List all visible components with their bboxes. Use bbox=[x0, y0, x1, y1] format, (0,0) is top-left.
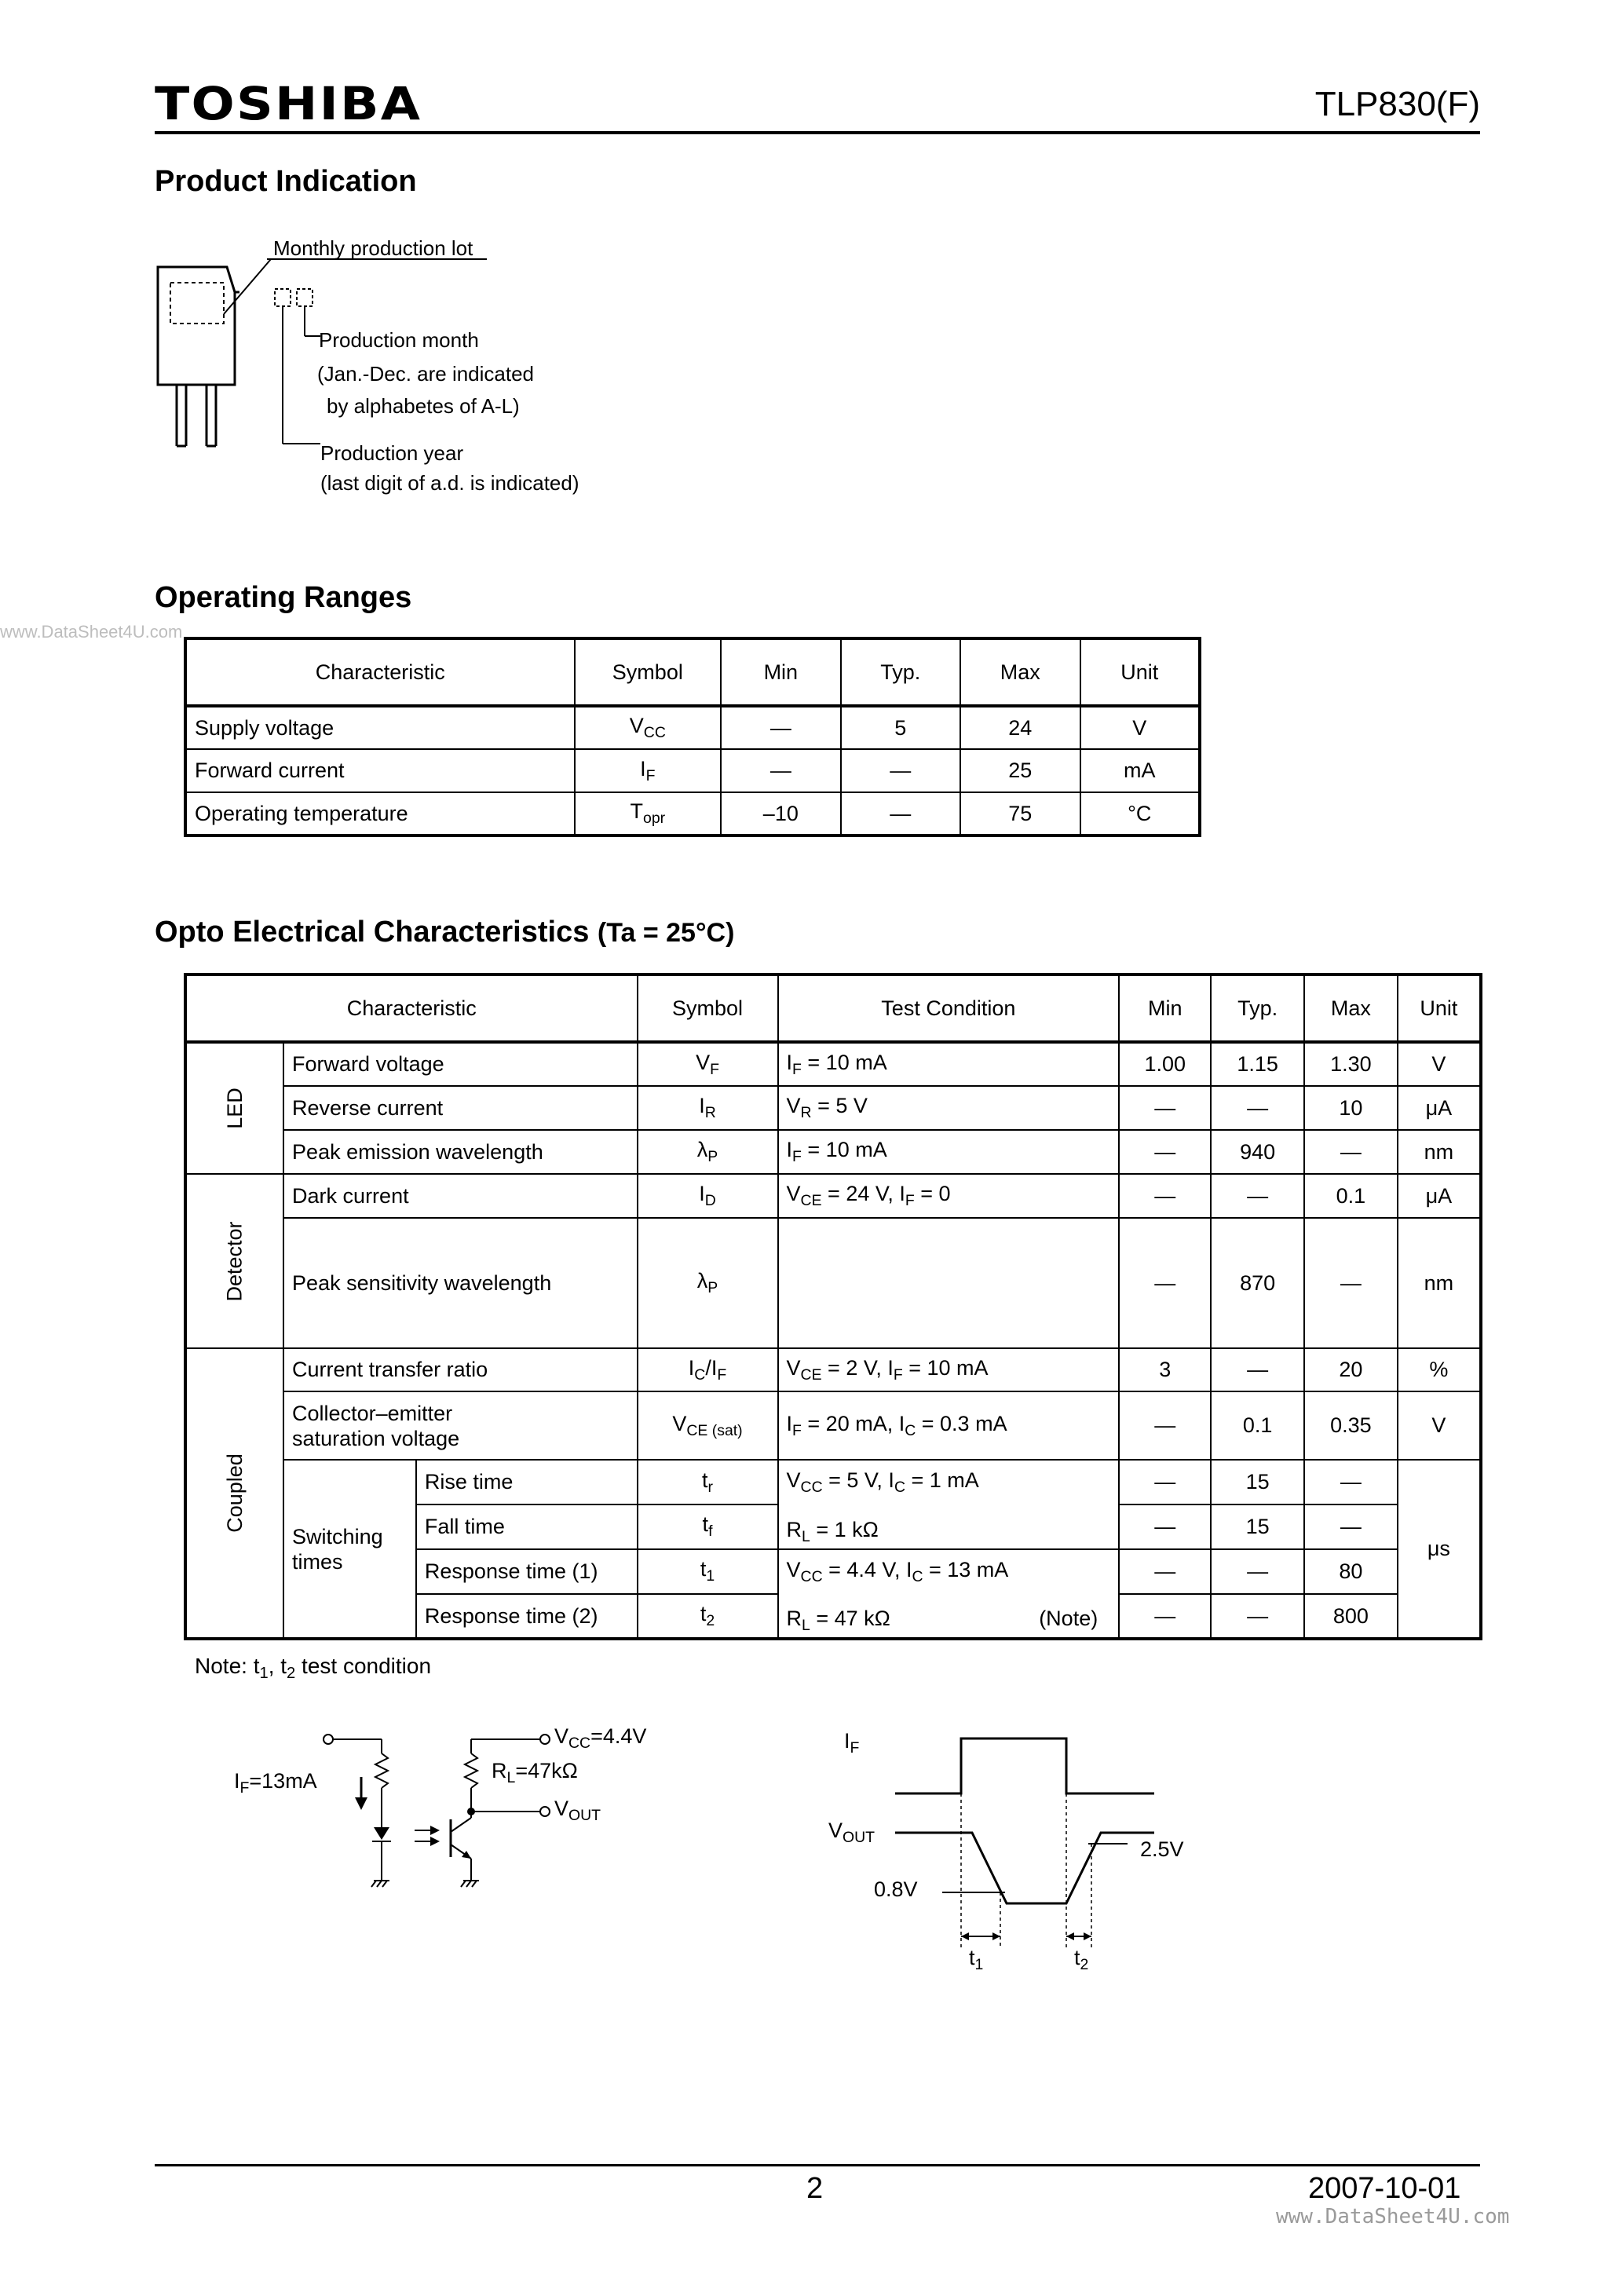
circuit-if-label: $I_F=13mA$ bbox=[234, 1769, 317, 1797]
table-row bbox=[185, 749, 1200, 792]
row-characteristic: Dark current bbox=[283, 1174, 637, 1218]
row-condition bbox=[778, 1218, 1120, 1348]
footer-date: 2007-10-01 bbox=[1308, 2172, 1461, 2205]
row-characteristic: Collector–emitter saturation voltage bbox=[283, 1391, 637, 1460]
row-min: — bbox=[721, 749, 840, 792]
row-condition: $I_F = 10$ mA bbox=[778, 1130, 1120, 1174]
row-max: 75 bbox=[960, 792, 1080, 835]
row-symbol: $\lambda_P$ bbox=[638, 1130, 778, 1174]
row-unit: μs bbox=[1398, 1460, 1481, 1639]
row-min: — bbox=[1119, 1391, 1211, 1460]
opto-title: Opto Electrical Characteristics (Ta = 25°C) bbox=[155, 916, 735, 949]
table-row bbox=[185, 706, 1200, 749]
waveform-t1-label: $t_1$ bbox=[969, 1946, 984, 1973]
row-max: — bbox=[1304, 1130, 1398, 1174]
row-min: 1.00 bbox=[1119, 1042, 1211, 1086]
row-characteristic: Rise time bbox=[416, 1460, 638, 1504]
row-min: — bbox=[721, 706, 840, 749]
row-characteristic: Reverse current bbox=[283, 1086, 637, 1130]
table-header-row bbox=[185, 638, 1200, 706]
row-characteristic: Supply voltage bbox=[185, 706, 575, 749]
row-min: — bbox=[1119, 1460, 1211, 1504]
col-unit: Unit bbox=[1398, 974, 1481, 1042]
row-unit: μA bbox=[1398, 1086, 1481, 1130]
production-year-label: Production year bbox=[320, 441, 464, 465]
row-symbol: $I_C/I_F$ bbox=[638, 1348, 778, 1391]
row-symbol: $V_{CE (sat)}$ bbox=[638, 1391, 778, 1460]
production-month-label: Production month bbox=[319, 328, 479, 352]
table-row bbox=[185, 1130, 1481, 1174]
circuit-rl-label: $R_L=47k\Omega$ bbox=[492, 1759, 578, 1786]
switching-times-label: Switching times bbox=[283, 1460, 416, 1639]
row-condition: $V_R = 5$ V bbox=[778, 1086, 1120, 1130]
brand-logo: TOSHIBA bbox=[155, 77, 422, 130]
operating-ranges-title: Operating Ranges bbox=[155, 581, 412, 614]
row-typ: — bbox=[1211, 1594, 1304, 1639]
row-max: 24 bbox=[960, 706, 1080, 749]
row-typ: — bbox=[1211, 1549, 1304, 1594]
row-unit: V bbox=[1080, 706, 1201, 749]
row-max: — bbox=[1304, 1460, 1398, 1504]
production-month-note1: (Jan.-Dec. are indicated bbox=[317, 362, 535, 386]
circuit-vout-label: $V_{OUT}$ bbox=[554, 1797, 601, 1824]
row-min: — bbox=[1119, 1549, 1211, 1594]
row-min: — bbox=[1119, 1130, 1211, 1174]
row-symbol: $I_R$ bbox=[638, 1086, 778, 1130]
row-characteristic: Forward current bbox=[185, 749, 575, 792]
group-led: LED bbox=[185, 1042, 283, 1174]
row-typ: — bbox=[1211, 1086, 1304, 1130]
col-min: Min bbox=[1119, 974, 1211, 1042]
table-row bbox=[185, 1391, 1481, 1460]
opto-characteristics-table bbox=[184, 973, 1482, 1640]
row-unit: μA bbox=[1398, 1174, 1481, 1218]
row-min: — bbox=[1119, 1594, 1211, 1639]
circuit-vcc-label: $V_{CC}=4.4V$ bbox=[554, 1724, 647, 1752]
row-max: — bbox=[1304, 1504, 1398, 1549]
timing-waveform-diagram bbox=[895, 1720, 1241, 1963]
col-typ: Typ. bbox=[1211, 974, 1304, 1042]
row-unit: V bbox=[1398, 1042, 1481, 1086]
row-symbol: $V_{CC}$ bbox=[575, 706, 722, 749]
row-min: — bbox=[1119, 1174, 1211, 1218]
table-row bbox=[185, 1174, 1481, 1218]
row-unit: °C bbox=[1080, 792, 1201, 835]
row-characteristic: Operating temperature bbox=[185, 792, 575, 835]
table-row bbox=[185, 1042, 1481, 1086]
waveform-vout-label: $V_{OUT}$ bbox=[828, 1819, 875, 1846]
row-characteristic: Peak emission wavelength bbox=[283, 1130, 637, 1174]
monthly-lot-label: Monthly production lot bbox=[273, 236, 473, 260]
row-characteristic: Forward voltage bbox=[283, 1042, 637, 1086]
row-unit: V bbox=[1398, 1391, 1481, 1460]
row-symbol: $T_{opr}$ bbox=[575, 792, 722, 835]
row-typ: 15 bbox=[1211, 1504, 1304, 1549]
row-typ: 870 bbox=[1211, 1218, 1304, 1348]
waveform-if-label: $I_F$ bbox=[844, 1729, 860, 1757]
row-max: 800 bbox=[1304, 1594, 1398, 1639]
col-characteristic: Characteristic bbox=[185, 638, 575, 706]
col-typ: Typ. bbox=[841, 638, 960, 706]
table-row bbox=[185, 1348, 1481, 1391]
row-max: 0.1 bbox=[1304, 1174, 1398, 1218]
col-unit: Unit bbox=[1080, 638, 1201, 706]
header-rule bbox=[155, 131, 1480, 134]
footer-rule bbox=[155, 2164, 1480, 2166]
row-symbol: $\lambda_P$ bbox=[638, 1218, 778, 1348]
group-detector: Detector bbox=[185, 1174, 283, 1348]
row-typ: 5 bbox=[841, 706, 960, 749]
row-unit: nm bbox=[1398, 1218, 1481, 1348]
note-marker: (Note) bbox=[1039, 1607, 1098, 1631]
group-coupled: Coupled bbox=[185, 1348, 283, 1639]
row-characteristic: Fall time bbox=[416, 1504, 638, 1549]
page-number: 2 bbox=[806, 2172, 824, 2205]
col-symbol: Symbol bbox=[638, 974, 778, 1042]
col-max: Max bbox=[960, 638, 1080, 706]
col-max: Max bbox=[1304, 974, 1398, 1042]
col-test-condition: Test Condition bbox=[778, 974, 1120, 1042]
row-min: — bbox=[1119, 1218, 1211, 1348]
row-unit: mA bbox=[1080, 749, 1201, 792]
row-symbol: $t_f$ bbox=[638, 1504, 778, 1549]
row-symbol: $V_F$ bbox=[638, 1042, 778, 1086]
watermark-left: www.DataSheet4U.com bbox=[0, 622, 183, 642]
row-typ: 15 bbox=[1211, 1460, 1304, 1504]
waveform-t2-label: $t_2$ bbox=[1074, 1946, 1089, 1973]
table-row bbox=[185, 1460, 1481, 1504]
row-min: 3 bbox=[1119, 1348, 1211, 1391]
row-unit: nm bbox=[1398, 1130, 1481, 1174]
col-min: Min bbox=[721, 638, 840, 706]
row-symbol: $I_D$ bbox=[638, 1174, 778, 1218]
row-unit: % bbox=[1398, 1348, 1481, 1391]
row-max: 20 bbox=[1304, 1348, 1398, 1391]
table-row bbox=[185, 1086, 1481, 1130]
row-typ: — bbox=[841, 792, 960, 835]
row-min: –10 bbox=[721, 792, 840, 835]
row-typ: — bbox=[1211, 1174, 1304, 1218]
row-symbol: $t_2$ bbox=[638, 1594, 778, 1639]
operating-ranges-table bbox=[184, 637, 1201, 837]
watermark-bottom: www.DataSheet4U.com bbox=[1276, 2205, 1510, 2228]
row-max: 10 bbox=[1304, 1086, 1398, 1130]
opto-title-condition: (Ta = 25°C) bbox=[597, 918, 735, 948]
row-typ: 940 bbox=[1211, 1130, 1304, 1174]
row-condition: $I_F = 10$ mA bbox=[778, 1042, 1120, 1086]
part-number: TLP830(F) bbox=[1314, 85, 1480, 123]
row-characteristic: Response time (1) bbox=[416, 1549, 638, 1594]
row-condition: $V_{CC} = 5$ V, $I_C = 1$ mA $R_L = 1$ kΩ bbox=[778, 1460, 1120, 1549]
row-condition: $V_{CC} = 4.4$ V, $I_C = 13$ mA $R_L = 47$ kΩ (Note) bbox=[778, 1549, 1120, 1640]
row-typ: — bbox=[1211, 1348, 1304, 1391]
col-symbol: Symbol bbox=[575, 638, 722, 706]
row-min: — bbox=[1119, 1504, 1211, 1549]
row-symbol: $I_F$ bbox=[575, 749, 722, 792]
row-condition: $V_{CE} = 24$ V, $I_F = 0$ bbox=[778, 1174, 1120, 1218]
lot-code-diagram bbox=[267, 236, 503, 471]
table-row bbox=[185, 792, 1200, 835]
table-row bbox=[185, 1218, 1481, 1348]
row-min: — bbox=[1119, 1086, 1211, 1130]
row-max: 0.35 bbox=[1304, 1391, 1398, 1460]
production-year-note: (last digit of a.d. is indicated) bbox=[320, 471, 579, 495]
row-characteristic: Response time (2) bbox=[416, 1594, 638, 1639]
row-condition: $I_F = 20$ mA, $I_C = 0.3$ mA bbox=[778, 1391, 1120, 1460]
table-header-row bbox=[185, 974, 1481, 1042]
row-characteristic: Peak sensitivity wavelength bbox=[283, 1218, 637, 1348]
row-characteristic: Current transfer ratio bbox=[283, 1348, 637, 1391]
row-typ: — bbox=[841, 749, 960, 792]
product-indication-title: Product Indication bbox=[155, 165, 417, 198]
row-symbol: $t_r$ bbox=[638, 1460, 778, 1504]
row-typ: 1.15 bbox=[1211, 1042, 1304, 1086]
row-max: 25 bbox=[960, 749, 1080, 792]
waveform-high-threshold: 2.5V bbox=[1140, 1837, 1184, 1861]
row-typ: 0.1 bbox=[1211, 1391, 1304, 1460]
row-max: 1.30 bbox=[1304, 1042, 1398, 1086]
row-max: — bbox=[1304, 1218, 1398, 1348]
row-condition: $V_{CE} = 2$ V, $I_F = 10$ mA bbox=[778, 1348, 1120, 1391]
production-month-note2: by alphabetes of A-L) bbox=[327, 394, 520, 418]
row-symbol: $t_1$ bbox=[638, 1549, 778, 1594]
col-characteristic: Characteristic bbox=[185, 974, 638, 1042]
row-max: 80 bbox=[1304, 1549, 1398, 1594]
waveform-low-threshold: 0.8V bbox=[874, 1877, 918, 1901]
note-text: Note: $t_1$, $t_2$ test condition bbox=[195, 1654, 432, 1683]
